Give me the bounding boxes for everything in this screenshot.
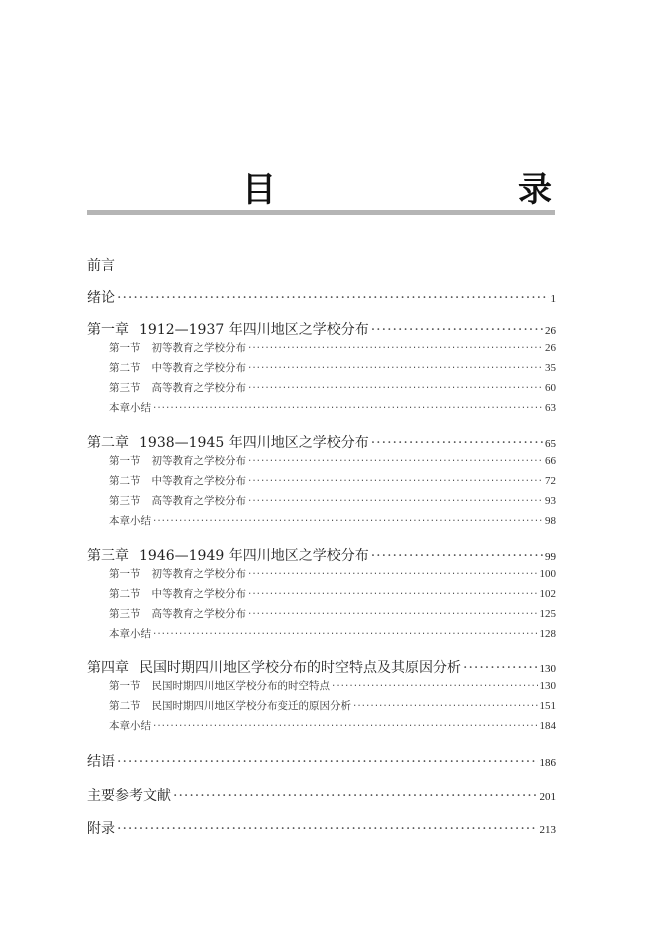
toc-section[interactable] xyxy=(87,606,556,621)
toc-intro[interactable] xyxy=(87,287,556,307)
toc-chapter-page: 99 xyxy=(545,551,556,563)
toc-conclusion-label: 结语 xyxy=(87,754,115,770)
toc-section-page: 66 xyxy=(545,455,556,467)
leader-dots xyxy=(371,322,543,338)
toc-section[interactable] xyxy=(87,586,556,601)
toc-conclusion-page: 186 xyxy=(539,757,556,769)
toc-conclusion[interactable] xyxy=(87,751,556,771)
toc-preface[interactable] xyxy=(87,255,556,275)
toc-chapter-number: 第四章 xyxy=(87,660,129,676)
leader-dots xyxy=(117,754,538,770)
leader-dots xyxy=(248,588,538,600)
toc-section-title: 初等教育之学校分布 xyxy=(151,568,246,580)
toc-section-page: 63 xyxy=(545,402,556,414)
leader-dots xyxy=(117,290,549,306)
toc-section-title: 本章小结 xyxy=(109,402,151,414)
toc-section-title: 中等教育之学校分布 xyxy=(151,362,246,374)
toc-section-page: 100 xyxy=(539,568,556,580)
toc-section-title: 本章小结 xyxy=(109,628,151,640)
toc-section-title: 本章小结 xyxy=(109,515,151,527)
toc-section-page: 60 xyxy=(545,382,556,394)
toc-section-number: 第三节 xyxy=(109,608,141,620)
toc-section-page: 128 xyxy=(539,628,556,640)
toc-section-title: 民国时期四川地区学校分布变迁的原因分析 xyxy=(151,700,351,712)
toc-section-number: 第二节 xyxy=(109,588,141,600)
toc-section-number: 第一节 xyxy=(109,342,141,354)
toc-section-number: 第二节 xyxy=(109,362,141,374)
toc-section-page: 151 xyxy=(539,700,556,712)
toc-appendix[interactable] xyxy=(87,818,556,838)
toc-chapter[interactable] xyxy=(87,545,556,565)
toc-section-title: 中等教育之学校分布 xyxy=(151,588,246,600)
toc-intro-page: 1 xyxy=(550,293,556,305)
toc-section-page: 93 xyxy=(545,495,556,507)
leader-dots xyxy=(353,700,538,712)
leader-dots xyxy=(248,475,543,487)
toc-chapter-page: 65 xyxy=(545,438,556,450)
toc-section-page: 72 xyxy=(545,475,556,487)
toc-section-title: 初等教育之学校分布 xyxy=(151,342,246,354)
toc-section[interactable] xyxy=(87,380,556,395)
toc-section-number: 第二节 xyxy=(109,475,141,487)
leader-dots xyxy=(153,402,543,414)
toc-section-number: 第一节 xyxy=(109,568,141,580)
toc-appendix-label: 附录 xyxy=(87,821,115,837)
toc-section[interactable] xyxy=(87,400,556,415)
toc-chapter-title: 1946—1949 年四川地区之学校分布 xyxy=(139,548,369,564)
leader-dots xyxy=(248,495,543,507)
toc-section-page: 102 xyxy=(539,588,556,600)
toc-section-page: 130 xyxy=(539,680,556,692)
toc-section[interactable] xyxy=(87,698,556,713)
toc-chapter[interactable] xyxy=(87,319,556,339)
toc-section-title: 初等教育之学校分布 xyxy=(151,455,246,467)
leader-dots xyxy=(371,548,543,564)
toc-section[interactable] xyxy=(87,493,556,508)
toc-section-number: 第一节 xyxy=(109,455,141,467)
toc-chapter-number: 第三章 xyxy=(87,548,129,564)
leader-dots xyxy=(248,568,538,580)
toc-section-number: 第三节 xyxy=(109,382,141,394)
toc-section-title: 高等教育之学校分布 xyxy=(151,495,246,507)
toc-section-page: 184 xyxy=(539,720,556,732)
toc-section-title: 高等教育之学校分布 xyxy=(151,608,246,620)
leader-dots xyxy=(248,362,543,374)
leader-dots xyxy=(153,628,538,640)
toc-chapter-title: 民国时期四川地区学校分布的时空特点及其原因分析 xyxy=(139,660,461,676)
toc-section[interactable] xyxy=(87,513,556,528)
toc-section-page: 125 xyxy=(539,608,556,620)
leader-dots xyxy=(463,660,538,676)
toc-section-page: 26 xyxy=(545,342,556,354)
toc-section-page: 35 xyxy=(545,362,556,374)
toc-section-page: 98 xyxy=(545,515,556,527)
toc-section-number: 第二节 xyxy=(109,700,141,712)
toc-chapter[interactable] xyxy=(87,657,556,677)
toc-references[interactable] xyxy=(87,785,556,805)
toc-section-title: 高等教育之学校分布 xyxy=(151,382,246,394)
toc-preface-label: 前言 xyxy=(87,258,115,274)
toc-chapter-number: 第二章 xyxy=(87,435,129,451)
leader-dots xyxy=(248,382,543,394)
toc-intro-label: 绪论 xyxy=(87,290,115,306)
toc-chapter-number: 第一章 xyxy=(87,322,129,338)
toc-section[interactable] xyxy=(87,360,556,375)
leader-dots xyxy=(248,342,543,354)
toc-appendix-page: 213 xyxy=(539,824,556,836)
leader-dots xyxy=(117,821,538,837)
leader-dots xyxy=(153,720,538,732)
leader-dots xyxy=(332,680,538,692)
toc-section-number: 第一节 xyxy=(109,680,141,692)
toc-section-title: 中等教育之学校分布 xyxy=(151,475,246,487)
toc-section[interactable] xyxy=(87,473,556,488)
leader-dots xyxy=(371,435,543,451)
toc-chapter-page: 26 xyxy=(545,325,556,337)
toc-section[interactable] xyxy=(87,678,556,693)
leader-dots xyxy=(248,608,538,620)
toc-section[interactable] xyxy=(87,340,556,355)
toc-section[interactable] xyxy=(87,626,556,641)
toc-chapter-title: 1912—1937 年四川地区之学校分布 xyxy=(139,322,369,338)
toc-section[interactable] xyxy=(87,718,556,733)
leader-dots xyxy=(153,515,543,527)
toc-references-page: 201 xyxy=(539,791,556,803)
toc-section-number: 第三节 xyxy=(109,495,141,507)
title-rule xyxy=(87,210,555,215)
toc-section[interactable] xyxy=(87,453,556,468)
toc-chapter-page: 130 xyxy=(539,663,556,675)
toc-section-title: 本章小结 xyxy=(109,720,151,732)
leader-dots xyxy=(248,455,543,467)
page-title: 目 录 xyxy=(242,170,610,210)
toc-section[interactable] xyxy=(87,566,556,581)
toc-chapter[interactable] xyxy=(87,432,556,452)
leader-dots xyxy=(173,788,538,804)
toc-section-title: 民国时期四川地区学校分布的时空特点 xyxy=(151,680,330,692)
toc-references-label: 主要参考文献 xyxy=(87,788,171,804)
toc-chapter-title: 1938—1945 年四川地区之学校分布 xyxy=(139,435,369,451)
